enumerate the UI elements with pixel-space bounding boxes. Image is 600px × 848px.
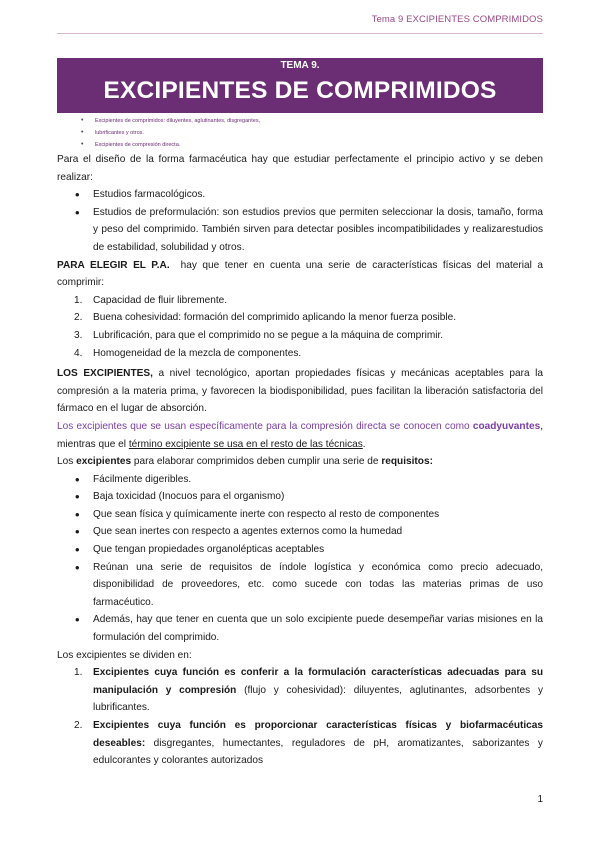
excipients-lead: LOS EXCIPIENTES,: [57, 368, 153, 380]
summary-item: • Excipientes de comprimidos: diluyentes, aglutinantes, disgregantes,: [95, 115, 543, 127]
excipients-paragraph: [57, 365, 543, 418]
document-body: [57, 115, 543, 770]
page-title: EXCIPIENTES DE COMPRIMIDOS: [103, 77, 497, 104]
running-header: Tema 9 EXCIPIENTES COMPRIMIDOS: [371, 14, 543, 25]
page-number: 1: [537, 794, 543, 805]
list-item: [74, 327, 543, 345]
division-text: (flujo y cohesividad): diluyentes, aglutinantes, adsorbentes y lubrificantes.: [93, 684, 543, 714]
req-text-1: Los: [57, 456, 74, 468]
divisions-list: [57, 664, 543, 770]
pa-text: hay que tener en cuenta una serie de características físicas del material a comprimir:: [57, 259, 543, 289]
summary-item: • Excipientes de compresión directa.: [95, 139, 543, 151]
item-number: 2.: [74, 312, 83, 324]
item-number: 2.: [74, 720, 83, 731]
list-item: • Estudios farmacológicos.: [93, 186, 543, 204]
req-bold-2: requisitos:: [381, 456, 433, 468]
item-number: 3.: [74, 329, 83, 341]
list-item: [74, 345, 543, 363]
list-item: • Que tengan propiedades organolépticas aceptables: [93, 541, 543, 559]
summary-list: [57, 115, 543, 151]
division-bold: Excipientes cuya función es proporcionar características físicas y biofarmacéuticas deseables:: [93, 720, 543, 749]
division-intro: Los excipientes se dividen en:: [57, 649, 192, 661]
list-item: [74, 309, 543, 327]
item-text: Buena cohesividad: formación del comprimido aplicando la menor fuerza posible.: [93, 312, 457, 324]
list-item: [74, 717, 543, 770]
item-text: Homogeneidad de la mezcla de componentes.: [93, 347, 302, 359]
requirements-paragraph: [57, 453, 543, 471]
item-text: Capacidad de fluir libremente.: [93, 294, 228, 306]
list-item: [74, 292, 543, 310]
coadyuvantes-paragraph: [57, 418, 543, 453]
division-text: disgregantes, humectantes, reguladores de pH, aromatizantes, saborizantes y edulcorantes y colorantes autorizados: [93, 737, 543, 767]
requirements-list: [57, 471, 543, 647]
list-item: • Fácilmente digeribles.: [93, 471, 543, 489]
item-number: 1.: [74, 294, 83, 306]
list-item: • Baja toxicidad (Inocuos para el organismo): [93, 488, 543, 506]
req-bold-1: excipientes: [76, 456, 132, 468]
coadyuvantes-term: coadyuvantes: [472, 420, 541, 432]
coadyuvantes-intro: Los excipientes que se usan específicamente para la compresión directa se conocen como: [57, 420, 470, 432]
pa-paragraph: [57, 257, 543, 292]
characteristics-list: [57, 292, 543, 362]
header-divider: [57, 33, 543, 34]
list-item: • Estudios de preformulación: son estudios previos que permiten seleccionar la dosis, tamaño, forma y peso del comprimido. También sirven para detectar posibles incompatibilidades y realizarestudios de estabilidad, solubilidad y otros.: [93, 204, 543, 257]
list-item: • Que sean física y químicamente inerte con respecto al resto de componentes: [93, 506, 543, 524]
summary-item: • lubrificantes y otros.: [95, 127, 543, 139]
coadyuvantes-middle: , mientras que el: [57, 420, 543, 450]
item-number: 4.: [74, 347, 83, 359]
item-number: 1.: [74, 667, 83, 679]
studies-list: [57, 186, 543, 256]
req-text-2: para elaborar comprimidos deben cumplir una serie de: [133, 456, 379, 468]
list-item: • Reúnan una serie de requisitos de índole logística y económica como precio adecuado, disponibilidad de proveedores, etc. como sucede con todas las materias primas de uso farmacéutico.: [93, 559, 543, 612]
tema-label: TEMA 9.: [280, 60, 320, 71]
excipients-text: a nivel tecnológico, aportan propiedades físicas y mecánicas aceptables para la compresión a la materia prima, y favorecen la biodisponibilidad, pues facilitan la liberación satisfactoria del fármaco en el lugar de absorción.: [57, 368, 543, 415]
underlined-term: término excipiente se usa en el resto de las técnicas: [128, 438, 363, 450]
intro-paragraph: Para el diseño de la forma farmacéutica hay que estudiar perfectamente el principio activo y se deben realizar:: [57, 154, 543, 183]
division-bold: Excipientes cuya función es conferir a la formulación características adecuadas para su manipulación y compresión: [93, 667, 543, 696]
list-item: • Además, hay que tener en cuenta que un solo excipiente puede desempeñar varias misiones en la formulación del comprimido.: [93, 611, 543, 646]
pa-lead: PARA ELEGIR EL P.A.: [57, 259, 170, 271]
list-item: [74, 664, 543, 717]
title-banner: [57, 58, 543, 113]
list-item: • Que sean inertes con respecto a agentes externos como la humedad: [93, 523, 543, 541]
coadyuvantes-end: .: [362, 438, 366, 450]
item-text: Lubrificación, para que el comprimido no se pegue a la máquina de comprimir.: [93, 329, 444, 341]
